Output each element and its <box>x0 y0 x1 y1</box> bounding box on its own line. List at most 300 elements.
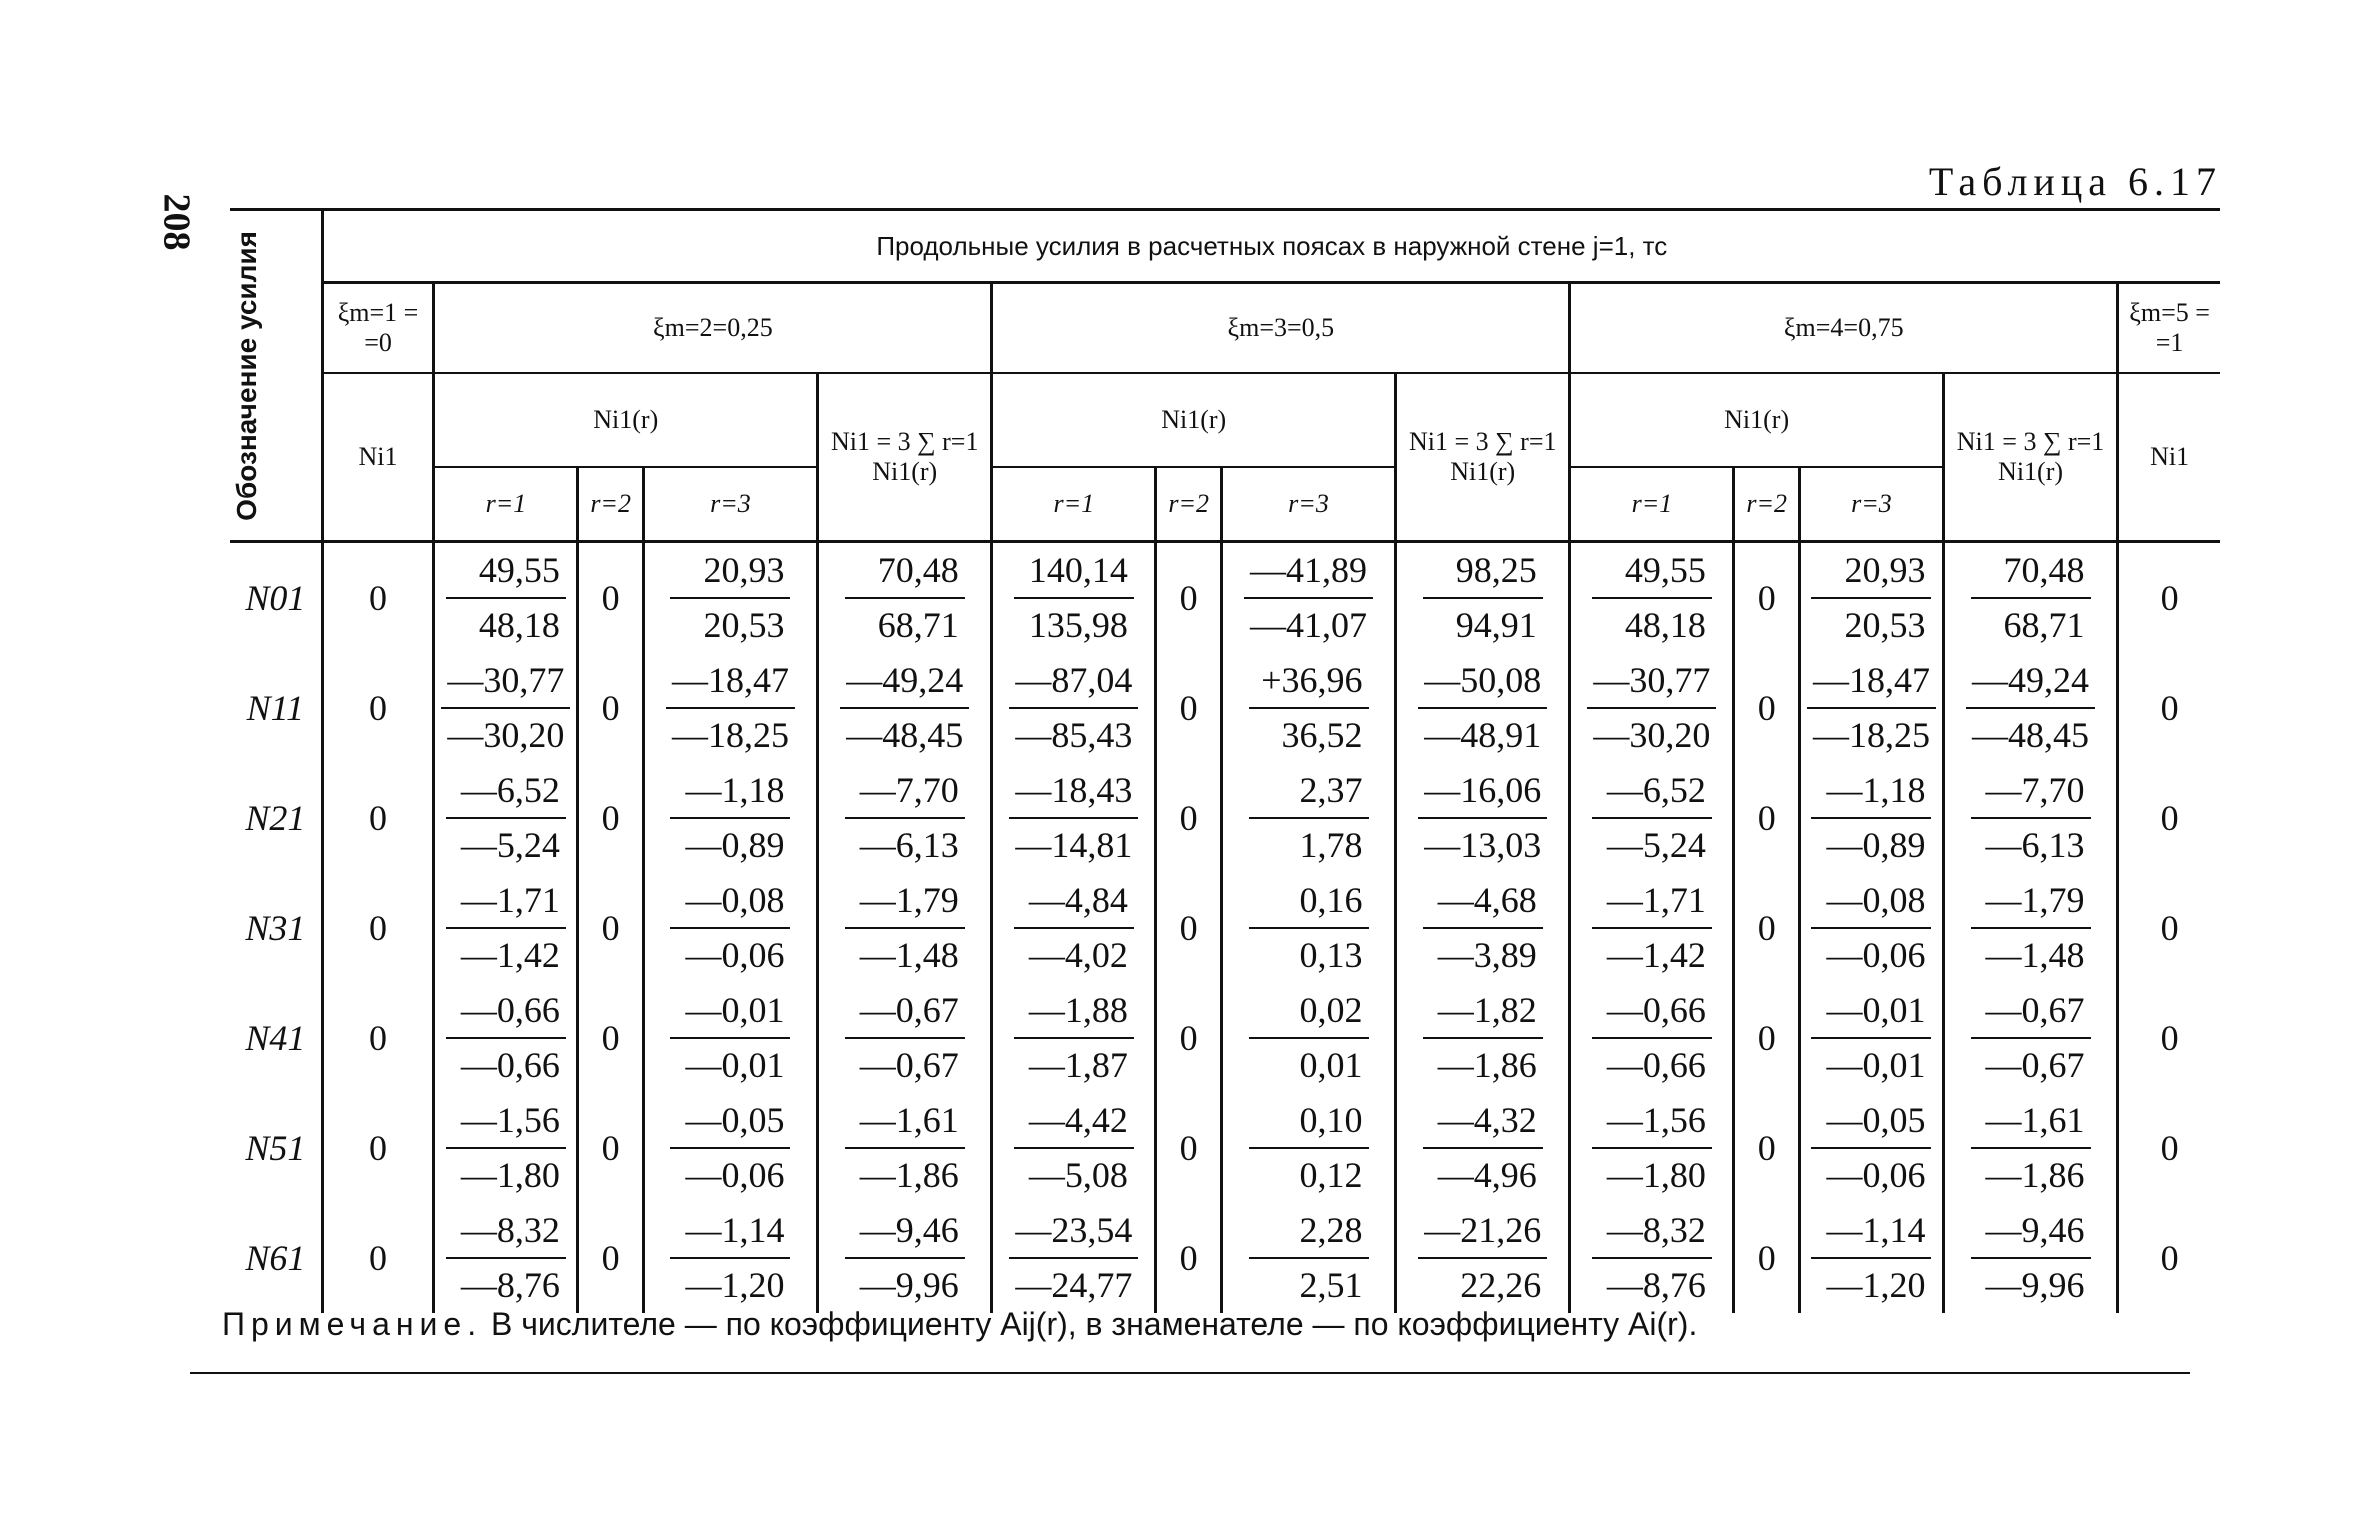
numerator: —9,46 <box>845 1206 965 1259</box>
numerator: —0,67 <box>845 986 965 1039</box>
numerator: —4,42 <box>1014 1096 1134 1149</box>
fraction <box>1811 986 1931 1090</box>
g3-r2-value: 0 <box>1156 542 1221 654</box>
g2-sum-value <box>818 542 992 654</box>
note-text: В числителе — по коэффициенту Aij(r), в знаменателе — по коэффициенту Ai(r). <box>491 1306 1698 1342</box>
xi5-value: 0 <box>2118 542 2220 654</box>
numerator: —16,06 <box>1418 766 1547 819</box>
g2-sum-value <box>818 763 992 873</box>
xi1-value: 0 <box>322 983 434 1093</box>
fraction <box>1811 1206 1931 1310</box>
numerator: 20,93 <box>1811 546 1931 599</box>
fraction <box>1014 546 1134 650</box>
g3-r1-value <box>992 542 1156 654</box>
denominator: —0,06 <box>685 935 785 975</box>
numerator: —1,14 <box>1811 1206 1931 1259</box>
xi5-value: 0 <box>2118 1093 2220 1203</box>
g3-r3-value <box>1221 873 1395 983</box>
row-designation: N61 <box>245 1238 306 1278</box>
fraction <box>1971 1096 2091 1200</box>
r3-label-3: r=3 <box>1221 467 1395 542</box>
fraction <box>1807 656 1936 760</box>
denominator: 36,52 <box>1281 715 1363 755</box>
fraction <box>441 656 570 760</box>
fraction <box>1971 766 2091 870</box>
numerator: —7,70 <box>1971 766 2091 819</box>
denominator: —1,48 <box>1985 935 2085 975</box>
r1-label-3: r=1 <box>992 467 1156 542</box>
g3-r3-value <box>1221 542 1395 654</box>
g2-sum-value <box>818 1093 992 1203</box>
numerator: —21,26 <box>1418 1206 1547 1259</box>
table-note <box>222 1306 2162 1343</box>
fraction <box>1971 1206 2091 1310</box>
denominator: —5,08 <box>1028 1155 1128 1195</box>
g3-r3-value <box>1221 653 1395 763</box>
fraction <box>1249 986 1369 1090</box>
fraction <box>446 1206 566 1310</box>
numerator: —1,14 <box>670 1206 790 1259</box>
row-designation: N11 <box>246 688 304 728</box>
numerator: —7,70 <box>845 766 965 819</box>
fraction <box>446 1096 566 1200</box>
g3-r2-value: 0 <box>1156 763 1221 873</box>
g4-r1-value <box>1570 653 1734 763</box>
fraction <box>1418 656 1547 760</box>
numerator: —23,54 <box>1009 1206 1138 1259</box>
numerator: —1,61 <box>1971 1096 2091 1149</box>
g2-r2-value: 0 <box>578 1203 643 1313</box>
table-row <box>230 1203 2220 1313</box>
r1-label-4: r=1 <box>1570 467 1734 542</box>
g4-r3-value <box>1799 873 1943 983</box>
fraction <box>1014 1096 1134 1200</box>
fraction <box>446 766 566 870</box>
numerator: —6,52 <box>446 766 566 819</box>
g4-sum-value <box>1943 542 2117 654</box>
g3-sum-value <box>1396 873 1570 983</box>
denominator: —0,06 <box>1826 935 1926 975</box>
denominator: —1,20 <box>685 1265 785 1305</box>
denominator: —6,13 <box>1985 825 2085 865</box>
g4-r1-value <box>1570 542 1734 654</box>
g2-r3-value <box>643 873 817 983</box>
denominator: —18,25 <box>671 715 789 755</box>
g4-r2-value: 0 <box>1734 542 1799 654</box>
g2-r2-value: 0 <box>578 1093 643 1203</box>
denominator: 135,98 <box>1028 605 1128 645</box>
fraction <box>1971 546 2091 650</box>
g2-r1-value <box>434 763 578 873</box>
g3-r3-value <box>1221 1093 1395 1203</box>
xi1-value: 0 <box>322 653 434 763</box>
data-table <box>230 208 2220 1313</box>
fraction <box>1971 876 2091 980</box>
denominator: —3,89 <box>1437 935 1537 975</box>
denominator: —1,80 <box>1606 1155 1706 1195</box>
fraction <box>1592 766 1712 870</box>
g2-r3-value <box>643 542 817 654</box>
table-body <box>230 542 2220 1314</box>
fraction <box>1014 986 1134 1090</box>
fraction <box>1423 546 1543 650</box>
fraction <box>1811 546 1931 650</box>
numerator: —30,77 <box>1587 656 1716 709</box>
numerator: —1,61 <box>845 1096 965 1149</box>
xi1-value: 0 <box>322 1093 434 1203</box>
fraction <box>1249 656 1369 760</box>
g3-r1-value <box>992 1203 1156 1313</box>
g2-sum-value <box>818 653 992 763</box>
numerator: —50,08 <box>1418 656 1547 709</box>
numerator: —1,88 <box>1014 986 1134 1039</box>
xi1-value: 0 <box>322 1203 434 1313</box>
n-i1-header-5: Ni1 <box>2118 373 2220 542</box>
g2-r1-value <box>434 542 578 654</box>
denominator: 0,13 <box>1299 935 1363 975</box>
denominator: —1,87 <box>1028 1045 1128 1085</box>
denominator: —1,86 <box>859 1155 959 1195</box>
denominator: —1,42 <box>1606 935 1706 975</box>
r3-label-2: r=3 <box>643 467 817 542</box>
numerator: —0,66 <box>446 986 566 1039</box>
denominator: —1,42 <box>460 935 560 975</box>
numerator: —8,32 <box>1592 1206 1712 1259</box>
g3-sum-value <box>1396 653 1570 763</box>
sum-header-3: Ni1 = 3 ∑ r=1 Ni1(r) <box>1396 373 1570 542</box>
denominator: —4,96 <box>1437 1155 1537 1195</box>
r3-label-4: r=3 <box>1799 467 1943 542</box>
row-designation: N01 <box>245 578 306 618</box>
denominator: —5,24 <box>1606 825 1706 865</box>
denominator: 68,71 <box>2003 605 2085 645</box>
fraction <box>1592 1206 1712 1310</box>
fraction <box>670 766 790 870</box>
denominator: —30,20 <box>447 715 565 755</box>
fraction <box>670 1096 790 1200</box>
numerator: 0,02 <box>1249 986 1369 1039</box>
g2-r1-value <box>434 1093 578 1203</box>
fraction <box>1811 1096 1931 1200</box>
numerator: 0,16 <box>1249 876 1369 929</box>
g2-r1-value <box>434 1203 578 1313</box>
denominator: 20,53 <box>1844 605 1926 645</box>
g2-r2-value: 0 <box>578 983 643 1093</box>
numerator: —1,71 <box>446 876 566 929</box>
table-row <box>230 983 2220 1093</box>
fraction <box>446 876 566 980</box>
numerator: —8,32 <box>446 1206 566 1259</box>
numerator: —0,05 <box>1811 1096 1931 1149</box>
r2-label-2: r=2 <box>578 467 643 542</box>
numerator: —87,04 <box>1009 656 1138 709</box>
g2-sum-value <box>818 1203 992 1313</box>
denominator: —1,20 <box>1826 1265 1926 1305</box>
numerator: —0,01 <box>670 986 790 1039</box>
xi1-value: 0 <box>322 542 434 654</box>
numerator: —41,89 <box>1244 546 1373 599</box>
fraction <box>845 1206 965 1310</box>
fraction <box>670 986 790 1090</box>
numerator: —1,71 <box>1592 876 1712 929</box>
fraction <box>670 876 790 980</box>
denominator: —5,24 <box>460 825 560 865</box>
g4-r2-value: 0 <box>1734 1203 1799 1313</box>
numerator: —0,08 <box>1811 876 1931 929</box>
denominator: —0,89 <box>1826 825 1926 865</box>
denominator: 2,51 <box>1299 1265 1363 1305</box>
table-row <box>230 542 2220 654</box>
fraction <box>845 876 965 980</box>
numerator: 70,48 <box>1971 546 2091 599</box>
xi3-header: ξm=3=0,5 <box>992 283 1570 374</box>
denominator: —13,03 <box>1424 825 1542 865</box>
sum-header-2: Ni1 = 3 ∑ r=1 Ni1(r) <box>818 373 992 542</box>
g2-r3-value <box>643 983 817 1093</box>
g3-r2-value: 0 <box>1156 983 1221 1093</box>
denominator: —1,86 <box>1985 1155 2085 1195</box>
denominator: —41,07 <box>1250 605 1368 645</box>
g4-r3-value <box>1799 983 1943 1093</box>
numerator: —1,18 <box>670 766 790 819</box>
n-i1-r-header-2: Ni1(r) <box>434 373 818 467</box>
numerator: —4,68 <box>1423 876 1543 929</box>
numerator: 2,28 <box>1249 1206 1369 1259</box>
denominator: —1,80 <box>460 1155 560 1195</box>
fraction <box>1811 766 1931 870</box>
g4-r2-value: 0 <box>1734 653 1799 763</box>
g2-r1-value <box>434 653 578 763</box>
g4-r3-value <box>1799 653 1943 763</box>
xi1-header: ξm=1 = =0 <box>322 283 434 374</box>
xi5-value: 0 <box>2118 653 2220 763</box>
g4-r2-value: 0 <box>1734 983 1799 1093</box>
denominator: —8,76 <box>1606 1265 1706 1305</box>
denominator: —24,77 <box>1015 1265 1133 1305</box>
denominator: —9,96 <box>1985 1265 2085 1305</box>
xi4-header: ξm=4=0,75 <box>1570 283 2118 374</box>
g4-sum-value <box>1943 873 2117 983</box>
numerator: —4,84 <box>1014 876 1134 929</box>
g4-r1-value <box>1570 1203 1734 1313</box>
xi1-value: 0 <box>322 873 434 983</box>
fraction <box>446 546 566 650</box>
fraction <box>1966 656 2095 760</box>
fraction <box>1249 1096 1369 1200</box>
fraction <box>1811 876 1931 980</box>
g3-sum-value <box>1396 542 1570 654</box>
denominator: —48,45 <box>1972 715 2090 755</box>
g2-sum-value <box>818 983 992 1093</box>
table-row <box>230 763 2220 873</box>
denominator: 1,78 <box>1299 825 1363 865</box>
xi5-value: 0 <box>2118 763 2220 873</box>
g2-r3-value <box>643 1203 817 1313</box>
denominator: —14,81 <box>1015 825 1133 865</box>
fraction <box>1592 986 1712 1090</box>
table-row <box>230 653 2220 763</box>
fraction <box>670 546 790 650</box>
g3-sum-value <box>1396 1093 1570 1203</box>
fraction <box>1244 546 1373 650</box>
numerator: —1,56 <box>446 1096 566 1149</box>
xi5-value: 0 <box>2118 873 2220 983</box>
g3-r3-value <box>1221 763 1395 873</box>
g4-r1-value <box>1570 1093 1734 1203</box>
row-designation: N51 <box>245 1128 306 1168</box>
numerator: —0,05 <box>670 1096 790 1149</box>
fraction <box>1423 1096 1543 1200</box>
denominator: —0,67 <box>859 1045 959 1085</box>
denominator: 94,91 <box>1455 605 1537 645</box>
fraction <box>845 986 965 1090</box>
g4-sum-value <box>1943 653 2117 763</box>
fraction <box>1423 986 1543 1090</box>
xi1-value: 0 <box>322 763 434 873</box>
note-label: Примечание. <box>222 1306 483 1342</box>
r1-label-2: r=1 <box>434 467 578 542</box>
numerator: —30,77 <box>441 656 570 709</box>
numerator: —1,56 <box>1592 1096 1712 1149</box>
numerator: 2,37 <box>1249 766 1369 819</box>
g4-r1-value <box>1570 983 1734 1093</box>
numerator: 20,93 <box>670 546 790 599</box>
g3-sum-value <box>1396 983 1570 1093</box>
numerator: —6,52 <box>1592 766 1712 819</box>
g3-r1-value <box>992 983 1156 1093</box>
numerator: 140,14 <box>1014 546 1134 599</box>
numerator: —49,24 <box>1966 656 2095 709</box>
denominator: —0,01 <box>1826 1045 1926 1085</box>
designation-label: Обозначение усилия <box>231 230 262 521</box>
denominator: —1,48 <box>859 935 959 975</box>
g2-r3-value <box>643 653 817 763</box>
g2-r2-value: 0 <box>578 653 643 763</box>
denominator: —0,06 <box>685 1155 785 1195</box>
numerator: +36,96 <box>1249 656 1369 709</box>
n-i1-r-header-3: Ni1(r) <box>992 373 1396 467</box>
g2-r1-value <box>434 873 578 983</box>
g4-sum-value <box>1943 763 2117 873</box>
fraction <box>1592 876 1712 980</box>
g4-sum-value <box>1943 983 2117 1093</box>
sum-header-4: Ni1 = 3 ∑ r=1 Ni1(r) <box>1943 373 2117 542</box>
designation-header <box>230 210 322 542</box>
fraction <box>845 766 965 870</box>
numerator: —0,08 <box>670 876 790 929</box>
numerator: —1,79 <box>1971 876 2091 929</box>
g4-r3-value <box>1799 542 1943 654</box>
numerator: —9,46 <box>1971 1206 2091 1259</box>
g3-r2-value: 0 <box>1156 653 1221 763</box>
row-designation: N41 <box>245 1018 306 1058</box>
denominator: —0,67 <box>1985 1045 2085 1085</box>
xi5-header: ξm=5 = =1 <box>2118 283 2220 374</box>
denominator: 20,53 <box>703 605 785 645</box>
denominator: —9,96 <box>859 1265 959 1305</box>
g3-r1-value <box>992 763 1156 873</box>
numerator: 49,55 <box>1592 546 1712 599</box>
numerator: —18,43 <box>1009 766 1138 819</box>
n-i1-r-header-4: Ni1(r) <box>1570 373 1944 467</box>
main-header: Продольные усилия в расчетных поясах в наружной стене j=1, тс <box>322 210 2220 283</box>
table-row <box>230 1093 2220 1203</box>
numerator: 0,10 <box>1249 1096 1369 1149</box>
g4-r3-value <box>1799 763 1943 873</box>
denominator: —18,25 <box>1812 715 1930 755</box>
fraction <box>1423 876 1543 980</box>
g2-r2-value: 0 <box>578 873 643 983</box>
fraction <box>1971 986 2091 1090</box>
numerator: —1,79 <box>845 876 965 929</box>
fraction <box>446 986 566 1090</box>
denominator: —48,45 <box>846 715 964 755</box>
denominator: 0,12 <box>1299 1155 1363 1195</box>
denominator: —6,13 <box>859 825 959 865</box>
denominator: —0,89 <box>685 825 785 865</box>
g2-r2-value: 0 <box>578 763 643 873</box>
g3-r3-value <box>1221 1203 1395 1313</box>
g2-r3-value <box>643 1093 817 1203</box>
numerator: —4,32 <box>1423 1096 1543 1149</box>
denominator: —0,06 <box>1826 1155 1926 1195</box>
denominator: 48,18 <box>1624 605 1706 645</box>
g4-sum-value <box>1943 1203 2117 1313</box>
table-title: Таблица 6.17 <box>1928 159 2222 204</box>
fraction <box>1014 876 1134 980</box>
g2-r3-value <box>643 763 817 873</box>
r2-label-3: r=2 <box>1156 467 1221 542</box>
denominator: 68,71 <box>877 605 959 645</box>
fraction <box>845 1096 965 1200</box>
g4-r3-value <box>1799 1093 1943 1203</box>
r2-label-4: r=2 <box>1734 467 1799 542</box>
fraction <box>840 656 969 760</box>
fraction <box>1587 656 1716 760</box>
fraction <box>1592 1096 1712 1200</box>
denominator: —48,91 <box>1424 715 1542 755</box>
denominator: —85,43 <box>1015 715 1133 755</box>
fraction <box>1249 876 1369 980</box>
row-designation: N21 <box>245 798 306 838</box>
numerator: 98,25 <box>1423 546 1543 599</box>
g4-r3-value <box>1799 1203 1943 1313</box>
numerator: —0,01 <box>1811 986 1931 1039</box>
fraction <box>1009 1206 1138 1310</box>
row-designation: N31 <box>245 908 306 948</box>
numerator: —0,66 <box>1592 986 1712 1039</box>
fraction <box>666 656 795 760</box>
numerator: —18,47 <box>1807 656 1936 709</box>
g4-r2-value: 0 <box>1734 1093 1799 1203</box>
xi5-value: 0 <box>2118 1203 2220 1313</box>
numerator: 70,48 <box>845 546 965 599</box>
numerator: —0,67 <box>1971 986 2091 1039</box>
fraction <box>1009 766 1138 870</box>
xi5-value: 0 <box>2118 983 2220 1093</box>
table-row <box>230 873 2220 983</box>
xi2-header: ξm=2=0,25 <box>434 283 992 374</box>
g3-sum-value <box>1396 1203 1570 1313</box>
g4-r2-value: 0 <box>1734 763 1799 873</box>
fraction <box>670 1206 790 1310</box>
denominator: 0,01 <box>1299 1045 1363 1085</box>
g4-sum-value <box>1943 1093 2117 1203</box>
denominator: —1,86 <box>1437 1045 1537 1085</box>
g4-r1-value <box>1570 873 1734 983</box>
g4-r1-value <box>1570 763 1734 873</box>
fraction <box>1249 766 1369 870</box>
